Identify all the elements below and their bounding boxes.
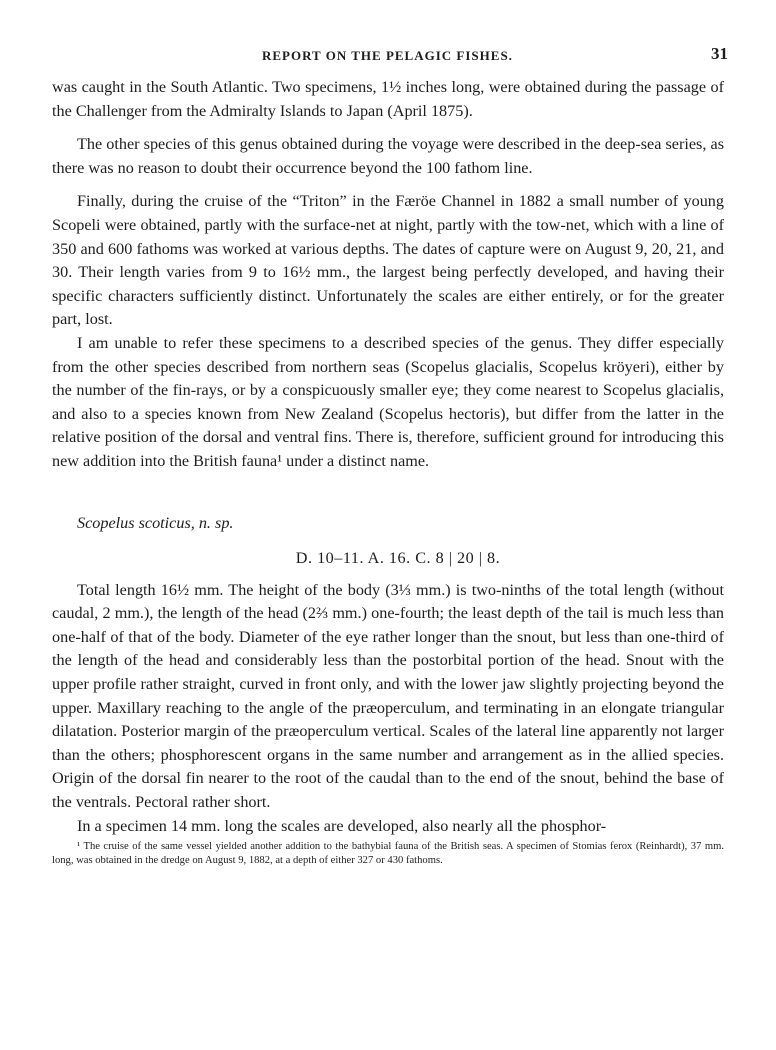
- fin-formula: D. 10–11. A. 16. C. 8 | 20 | 8.: [295, 549, 501, 568]
- footnotes: [52, 840, 724, 867]
- paragraph-4: I am unable to refer these specimens to a described species of the genus. They differ especially from the other species described from northern seas (Scopelus glacialis, Scopelus kröyeri), either by the number of the fin-rays, or by a conspicuously smaller eye; they come nearest to Scopelus glacialis, and also to a species known from New Zealand (Scopelus hectoris), but differ from the latter in the relative position of the dorsal and ventral fins. There is, therefore, sufficient ground for introducing this new addition into the British fauna¹ under a distinct name.: [52, 333, 724, 470]
- page: [52, 44, 728, 867]
- footnote-1: ¹ The cruise of the same vessel yielded another addition to the bathybial fauna of the British seas. A specimen of Stomias ferox (Reinhardt), 37 mm. long, was obtained in the dredge on August 9, 1882, at a depth of either 327 or 430 fathoms.: [52, 841, 724, 866]
- paragraph-3: Finally, during the cruise of the “Triton” in the Færöe Channel in 1882 a small number of young Scopeli were obtained, partly with the surface-net at night, partly with the tow-net, which with a line of 350 and 600 fathoms was worked at various depths. The dates of capture were on August 9, 20, 21, and 30. Their length varies from 9 to 16½ mm., the largest being perfectly developed, and having their specific characters sufficiently distinct. Unfortunately the scales are either entirely, or for the greater part, lost.: [52, 192, 724, 329]
- page-number: 31: [711, 44, 728, 63]
- paragraph-1: was caught in the South Atlantic. Two specimens, 1½ inches long, were obtained during the passage of the Challenger from the Admiralty Islands to Japan (April 1875).: [52, 78, 724, 120]
- description-continuation: In a specimen 14 mm. long the scales are developed, also nearly all the phosphor-: [77, 816, 607, 835]
- description-paragraph: Total length 16½ mm. The height of the body (3⅓ mm.) is two-ninths of the total length (without caudal, 2 mm.), the length of the head (2⅔ mm.) one-fourth; the least depth of the tail is much less than one-half of that of the body. Diameter of the eye rather longer than the snout, but less than one-third of the length of the head and considerably less than the postorbital portion of the head. Snout with the upper profile rather straight, curved in front only, and with the lower jaw slightly projecting beyond the upper. Maxillary reaching to the angle of the præoperculum, and terminating in an elongate triangular dilatation. Posterior margin of the præoperculum vertical. Scales of the lateral line apparently not larger than the others; phosphorescent organs in the same number and arrangement as in the allied species. Origin of the dorsal fin nearer to the root of the caudal than to the end of the snout, behind the base of the ventrals. Pectoral rather short.: [52, 580, 724, 812]
- paragraph-2: The other species of this genus obtained during the voyage were described in the deep-sea series, as there was no reason to doubt their occurrence beyond the 100 fathom line.: [52, 135, 724, 177]
- species-heading: Scopelus scoticus, n. sp.: [77, 513, 234, 532]
- running-title: REPORT ON THE PELAGIC FISHES.: [262, 48, 513, 63]
- running-head: [52, 44, 728, 66]
